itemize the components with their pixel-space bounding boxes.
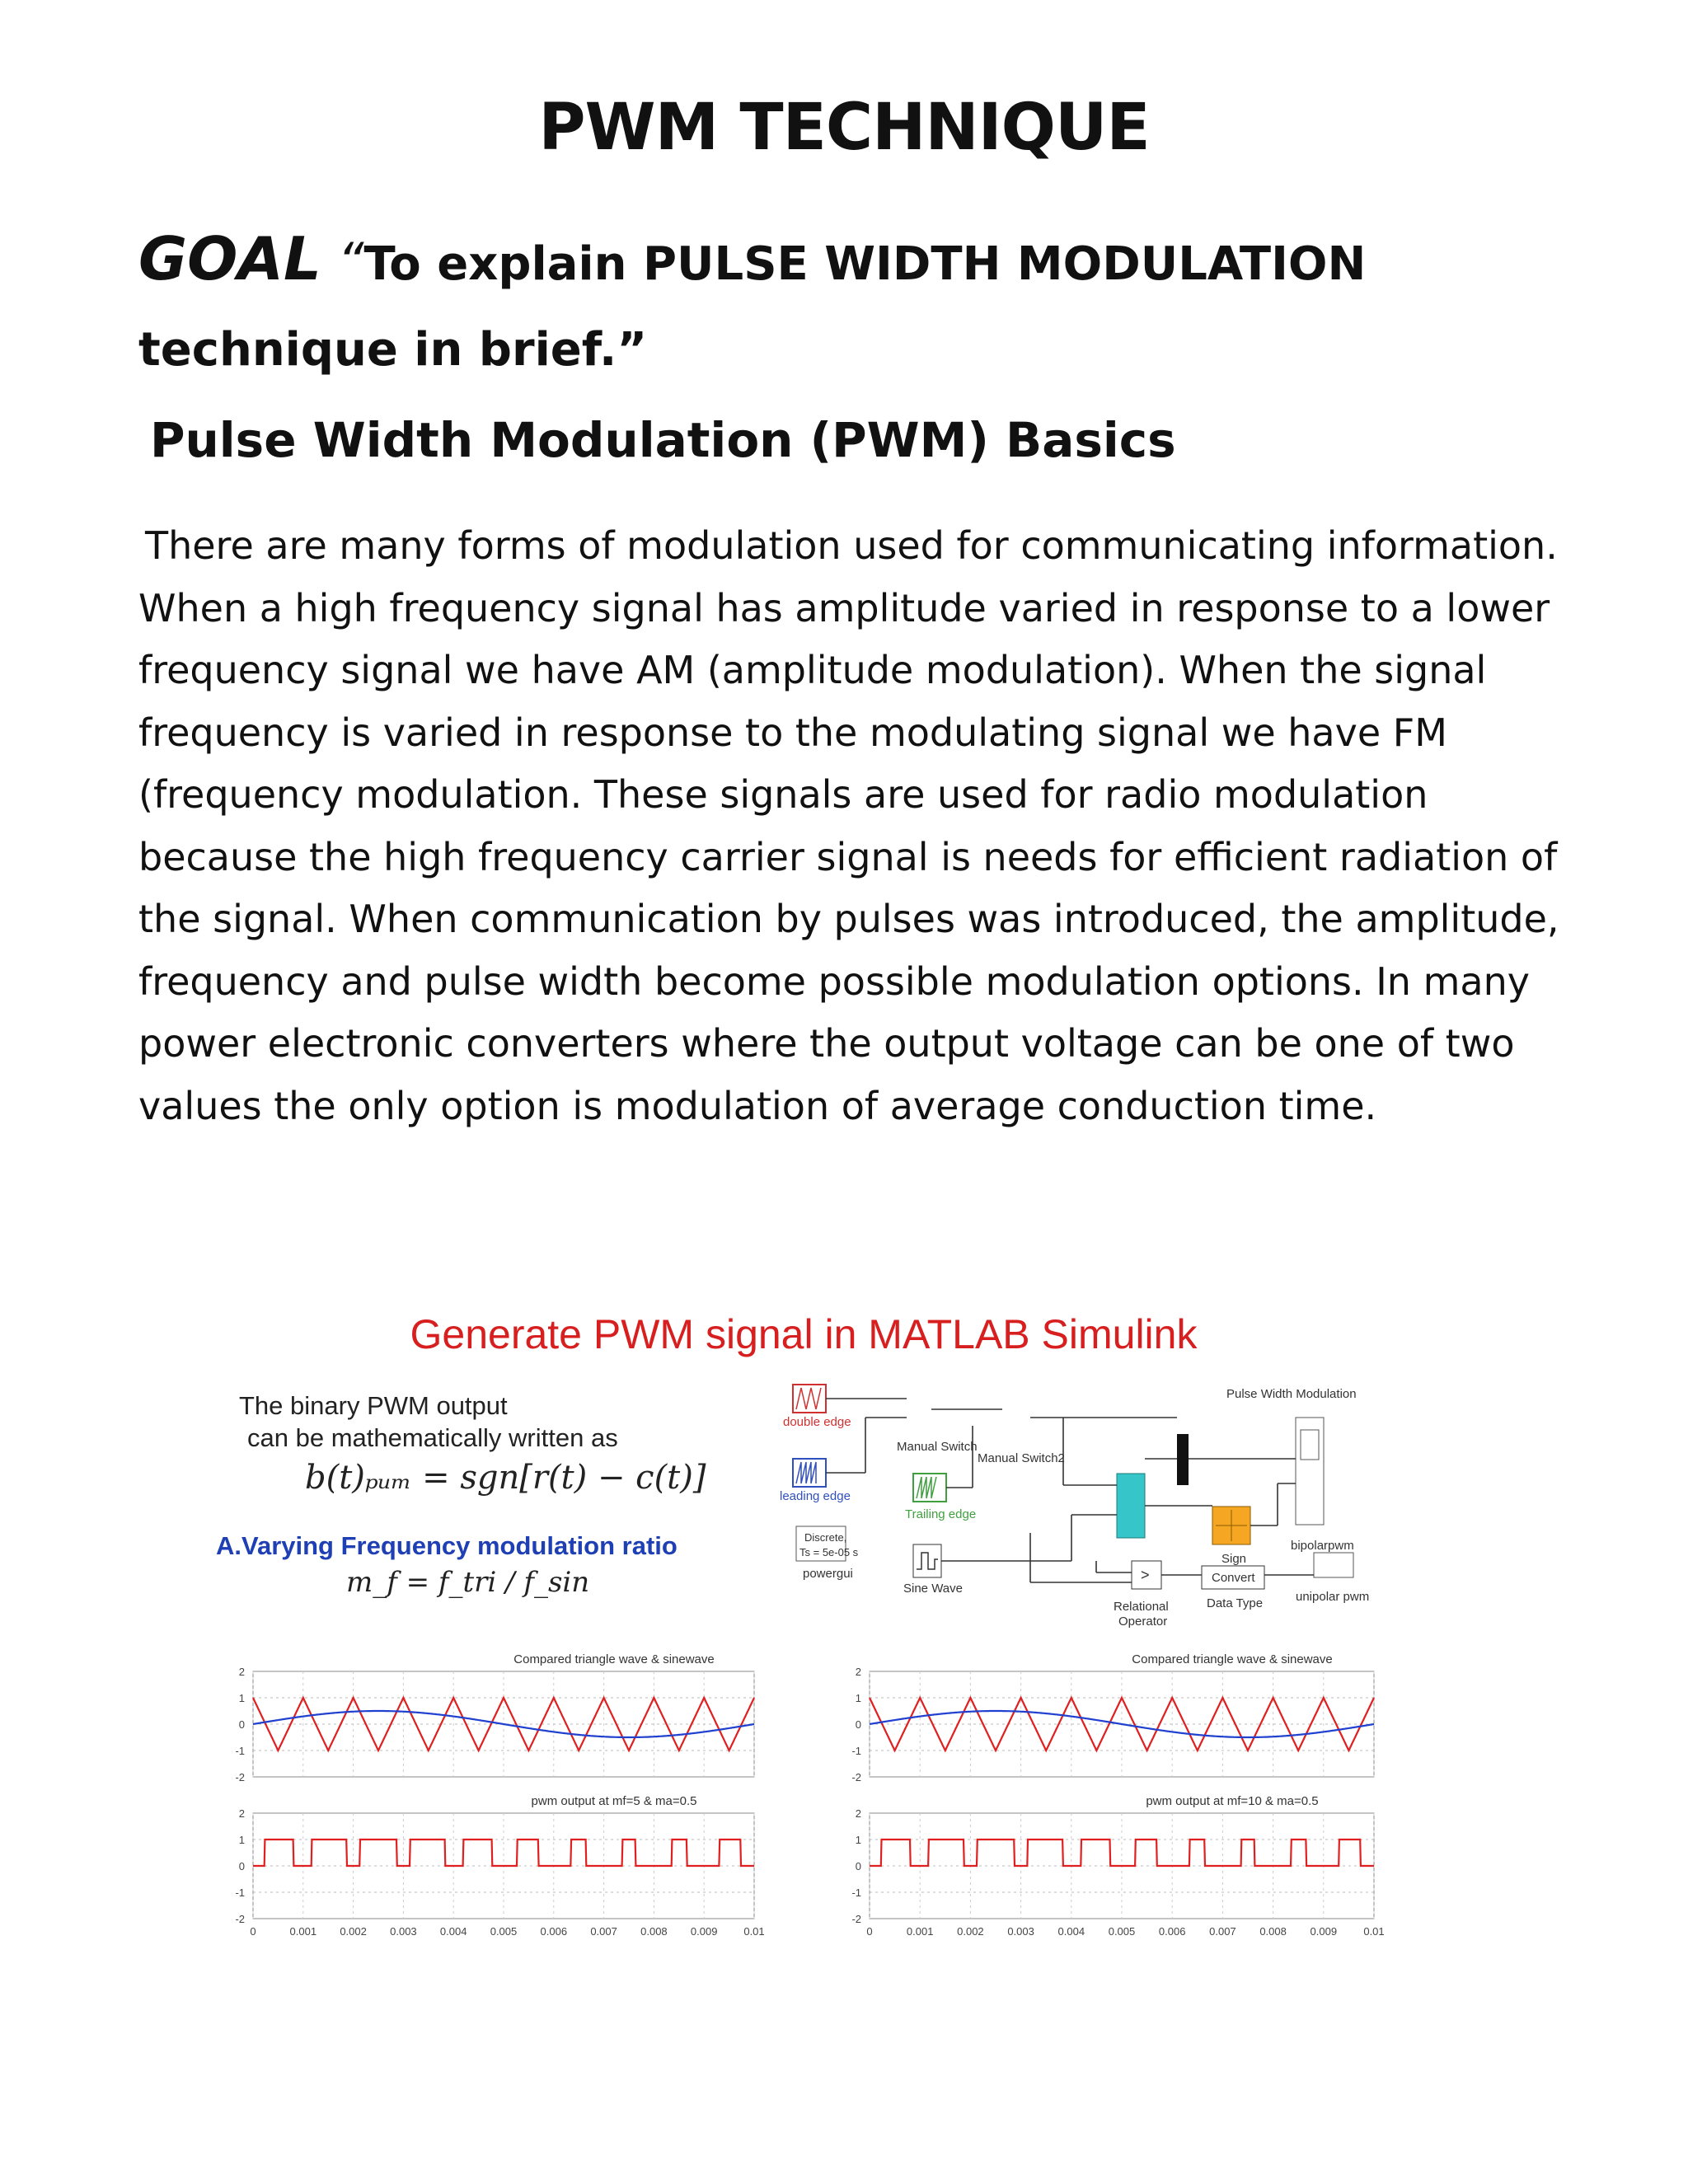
x-tick-label: 0.01 xyxy=(743,1925,765,1938)
figure-text-2: can be mathematically written as xyxy=(247,1423,618,1452)
convert-label: Convert xyxy=(1212,1571,1255,1585)
y-tick-label: 1 xyxy=(238,1692,245,1704)
section-varying-frequency: A.Varying Frequency modulation ratio xyxy=(216,1531,678,1560)
operator-label: Operator xyxy=(1118,1615,1168,1629)
x-tick-label: 0.001 xyxy=(906,1925,934,1938)
simulink-figure xyxy=(206,1294,1401,1953)
goal-text: To explain PULSE WIDTH MODULATION technique in brief.” xyxy=(138,237,1367,377)
y-tick-label: -2 xyxy=(235,1913,245,1925)
plot-title-right-top: Compared triangle wave & sinewave xyxy=(1132,1652,1333,1666)
x-tick-label: 0.01 xyxy=(1363,1925,1385,1938)
y-tick-label: -1 xyxy=(851,1886,861,1899)
goal-open-quote: “ xyxy=(337,232,364,292)
figure-graphics xyxy=(206,1294,1401,1953)
paragraph-line: frequency is varied in response to the modulating signal we have FM xyxy=(138,710,1447,755)
cyan-block xyxy=(1117,1474,1145,1538)
x-tick-label: 0.006 xyxy=(540,1925,568,1938)
leading-edge-label: leading edge xyxy=(780,1489,851,1503)
y-tick-label: 2 xyxy=(238,1666,245,1678)
y-tick-label: 1 xyxy=(238,1834,245,1846)
body-paragraph xyxy=(138,515,1559,1137)
section-heading: Pulse Width Modulation (PWM) Basics xyxy=(150,412,1176,468)
sine-wave-label: Sine Wave xyxy=(903,1582,963,1596)
mf-equation: m_f = f_tri / f_sin xyxy=(346,1566,590,1599)
relational-label: Relational xyxy=(1114,1600,1169,1614)
y-tick-label: -2 xyxy=(235,1771,245,1783)
y-tick-label: -2 xyxy=(851,1771,861,1783)
mux-bar xyxy=(1177,1434,1189,1485)
manual-switch-label: Manual Switch xyxy=(897,1440,978,1454)
x-tick-label: 0.008 xyxy=(1259,1925,1287,1938)
bipolar-label: bipolarpwm xyxy=(1291,1539,1354,1553)
leading-edge-block xyxy=(793,1459,826,1487)
figure-title: Generate PWM signal in MATLAB Simulink xyxy=(410,1311,1198,1357)
y-tick-label: 1 xyxy=(855,1692,861,1704)
x-tick-label: 0.004 xyxy=(439,1925,467,1938)
x-tick-label: 0.003 xyxy=(1007,1925,1034,1938)
paragraph-line: There are many forms of modulation used for communicating information. xyxy=(145,523,1558,568)
sign-label: Sign xyxy=(1221,1552,1247,1566)
y-tick-label: 1 xyxy=(855,1834,861,1846)
paragraph-line: (frequency modulation. These signals are used for radio modulation xyxy=(138,772,1428,817)
paragraph-line: When a high frequency signal has amplitude varied in response to a lower xyxy=(138,585,1550,630)
trailing-edge-block xyxy=(913,1474,946,1502)
figure-text-1: The binary PWM output xyxy=(239,1391,508,1420)
x-tick-label: 0.005 xyxy=(1108,1925,1136,1938)
paragraph-line: power electronic converters where the output voltage can be one of two xyxy=(138,1021,1515,1066)
x-tick-label: 0.002 xyxy=(340,1925,367,1938)
ts-label: Ts = 5e-05 s xyxy=(799,1546,859,1558)
goal-keyword: GOAL xyxy=(138,224,321,293)
y-tick-label: -2 xyxy=(851,1913,861,1925)
paragraph-line: frequency and pulse width become possible modulation options. In many xyxy=(138,958,1530,1004)
x-tick-label: 0.009 xyxy=(690,1925,718,1938)
x-tick-label: 0.004 xyxy=(1057,1925,1085,1938)
page-title: PWM TECHNIQUE xyxy=(538,91,1150,165)
sine-wave-block xyxy=(913,1544,941,1577)
plot-title-left-bottom: pwm output at mf=5 & ma=0.5 xyxy=(531,1794,697,1808)
y-tick-label: -1 xyxy=(235,1745,245,1757)
double-edge-label: double edge xyxy=(783,1415,851,1429)
powergui-label: powergui xyxy=(803,1567,853,1581)
paragraph-line: the signal. When communication by pulses was introduced, the amplitude, xyxy=(138,897,1559,941)
y-tick-label: 0 xyxy=(855,1718,861,1731)
simulink-diagram xyxy=(780,1385,1369,1629)
data-type-label: Data Type xyxy=(1207,1596,1264,1610)
paragraph-line: frequency signal we have AM (amplitude modulation). When the signal xyxy=(138,648,1487,692)
unipolar-scope xyxy=(1314,1553,1353,1577)
x-tick-label: 0.007 xyxy=(1209,1925,1236,1938)
x-tick-label: 0.001 xyxy=(289,1925,317,1938)
y-tick-label: 2 xyxy=(238,1807,245,1820)
y-tick-label: 2 xyxy=(855,1666,861,1678)
x-tick-label: 0.009 xyxy=(1310,1925,1338,1938)
y-tick-label: -1 xyxy=(235,1886,245,1899)
x-tick-label: 0.008 xyxy=(640,1925,668,1938)
trailing-edge-label: Trailing edge xyxy=(905,1507,977,1521)
plot-title-right-bottom: pwm output at mf=10 & ma=0.5 xyxy=(1146,1794,1319,1808)
x-tick-label: 0 xyxy=(250,1925,256,1938)
y-tick-label: 0 xyxy=(855,1860,861,1872)
goal-statement xyxy=(138,216,1556,393)
svg-text:>: > xyxy=(1141,1567,1150,1583)
y-tick-label: 0 xyxy=(238,1718,245,1731)
x-tick-label: 0.002 xyxy=(957,1925,984,1938)
manual-switch2-label: Manual Switch2 xyxy=(978,1451,1065,1465)
unipolar-label: unipolar pwm xyxy=(1296,1590,1370,1604)
x-tick-label: 0.005 xyxy=(490,1925,518,1938)
x-tick-label: 0.003 xyxy=(390,1925,417,1938)
x-tick-label: 0 xyxy=(866,1925,873,1938)
x-tick-label: 0.006 xyxy=(1158,1925,1186,1938)
paragraph-line: values the only option is modulation of average conduction time. xyxy=(138,1083,1377,1128)
plot-title-left-top: Compared triangle wave & sinewave xyxy=(513,1652,715,1666)
y-tick-label: 2 xyxy=(855,1807,861,1820)
discrete-label: Discrete, xyxy=(804,1531,847,1544)
pwm-equation: b(t)ₚᵤₘ = sgn[r(t) − c(t)] xyxy=(305,1459,706,1497)
pwm-subsystem-label: Pulse Width Modulation xyxy=(1226,1387,1357,1401)
paragraph-line: because the high frequency carrier signal is needs for efficient radiation of xyxy=(138,834,1558,879)
y-tick-label: 0 xyxy=(238,1860,245,1872)
y-tick-label: -1 xyxy=(851,1745,861,1757)
x-tick-label: 0.007 xyxy=(590,1925,617,1938)
